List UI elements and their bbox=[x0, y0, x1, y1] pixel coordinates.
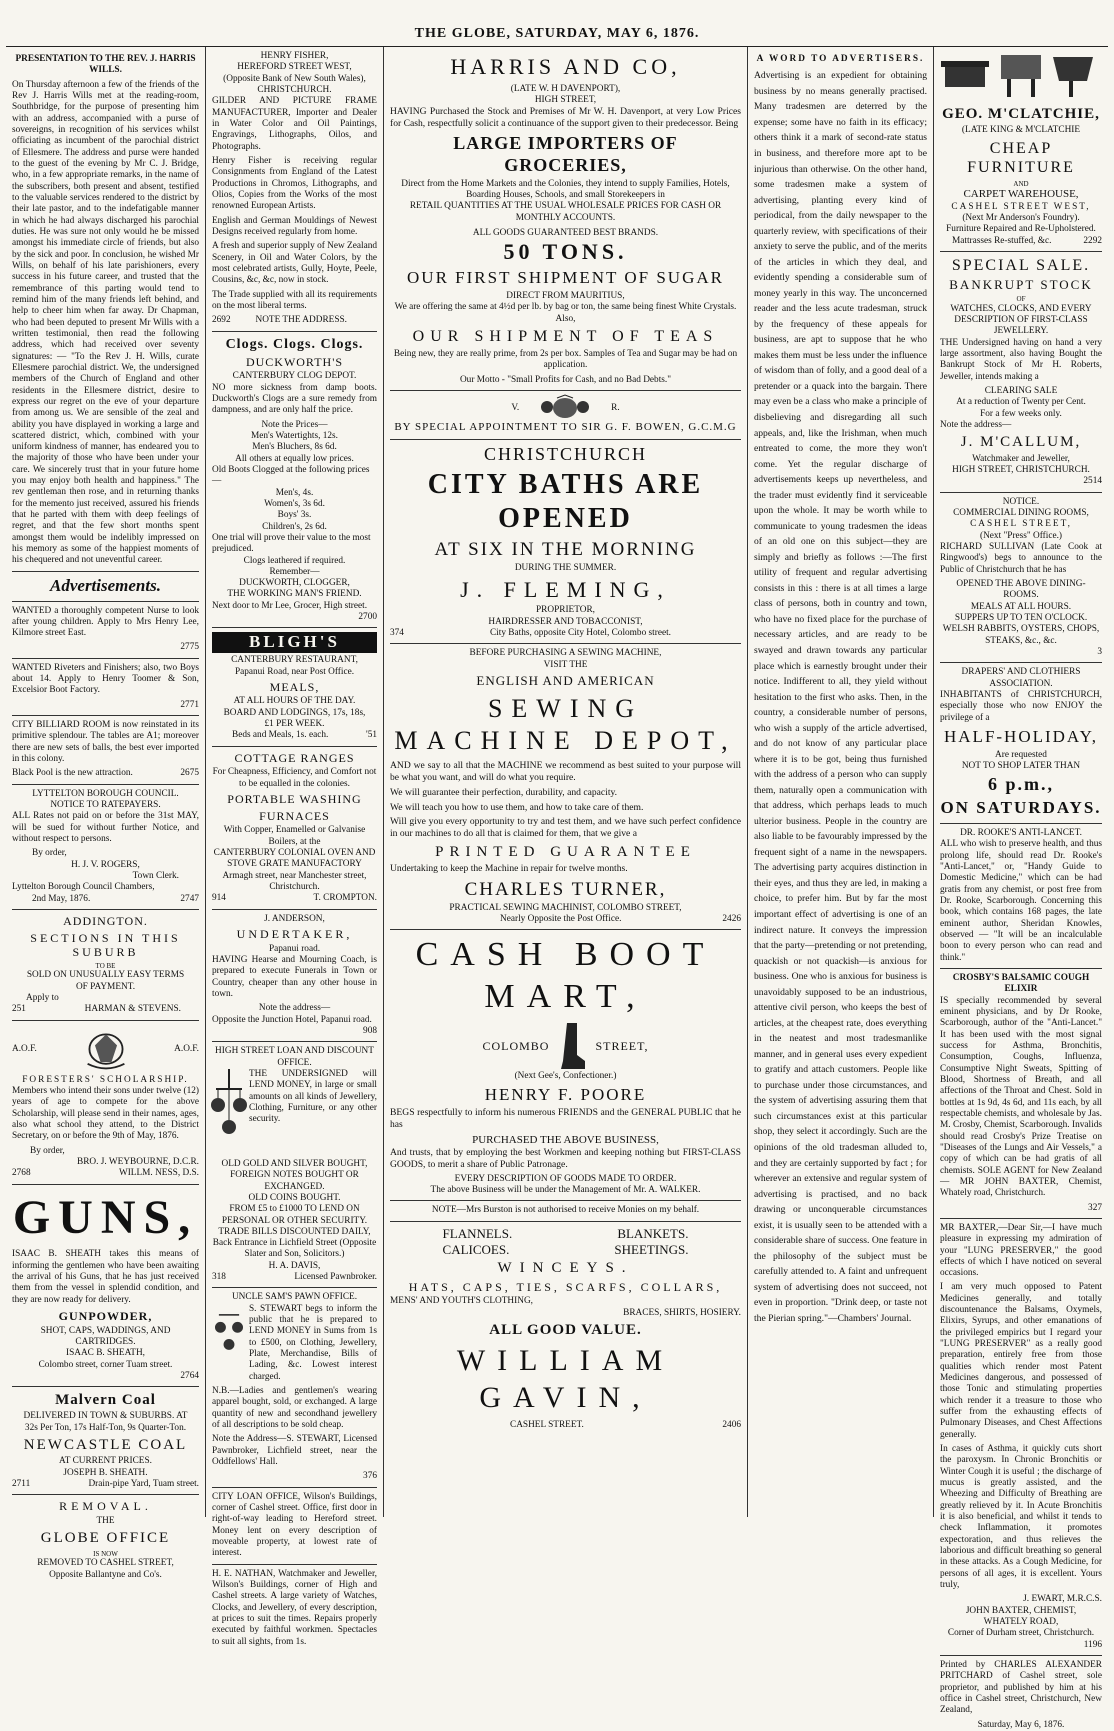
clog-price-4: Old Boots Clogged at the following prices— bbox=[212, 464, 370, 487]
divider bbox=[940, 1655, 1102, 1656]
foresters-title: FORESTERS' SCHOLARSHIP. bbox=[22, 1074, 189, 1085]
fisher-body: Henry Fisher is receiving regular Consignments from England of the Latest Productions in Chromos, Lithographs, and Olios, Copies from the Works of the most renowned European Artists. bbox=[212, 155, 377, 212]
column-3 bbox=[384, 47, 748, 1517]
inhabitants-body: INHABITANTS of CHRISTCHURCH, especially those who now ENJOY the privilege of a bbox=[940, 689, 1102, 723]
loan-title: HIGH STREET LOAN AND DISCOUNT OFFICE. bbox=[215, 1046, 374, 1068]
aof-label-left: A.O.F. bbox=[12, 1044, 37, 1055]
nurse-ad: WANTED a thoroughly competent Nurse to look after young children. Apply to Mrs Henry Lee, Kilmore street East. bbox=[12, 605, 199, 639]
begs-line: BEGS respectfully to inform his numerous FRIENDS and the GENERAL PUBLIC that he has bbox=[390, 1107, 741, 1131]
divider bbox=[12, 1386, 199, 1387]
malvern-title: Malvern Coal bbox=[55, 1392, 156, 1409]
requested: Are requested bbox=[995, 749, 1047, 760]
foresters-crest-icon bbox=[76, 1027, 136, 1073]
foresters-order: By order, bbox=[30, 1145, 65, 1156]
lyttelton-number: 2747 bbox=[180, 893, 199, 904]
crompton-number: 914 bbox=[212, 893, 226, 904]
teas-body: Being new, they are really prime, from 2s per box. Samples of Tea and Sugar may be had on application. bbox=[393, 348, 738, 370]
sam-number: 376 bbox=[363, 1471, 377, 1482]
fleming-hairdresser: HAIRDRESSER AND TOBACCONIST, bbox=[488, 616, 643, 627]
guarantee-3: Will give you every opportunity to try and test them, and we have such perfect confidence in our machines to do all that is claimed for them, that we give a bbox=[390, 816, 741, 839]
harris-late: (LATE W. H DAVENPORT), bbox=[510, 83, 621, 94]
lyttelton-order: By order, bbox=[32, 848, 67, 859]
divider bbox=[212, 1564, 377, 1565]
divider bbox=[390, 390, 741, 391]
papanui-road: Papanui Road, near Post Office. bbox=[234, 666, 355, 677]
mccallum-number: 2514 bbox=[1083, 476, 1102, 487]
large-importers: LARGE IMPORTERS OF GROCERIES, bbox=[453, 132, 678, 175]
mccallum-high: HIGH STREET, CHRISTCHURCH. bbox=[952, 465, 1090, 476]
cashel-west: CASHEL STREET WEST, bbox=[951, 201, 1091, 212]
burston-note: NOTE—Mrs Burston is not authorised to receive Monies on my behalf. bbox=[431, 1205, 700, 1216]
turner-name: CHARLES TURNER, bbox=[464, 878, 667, 900]
tons-title: 50 TONS. bbox=[503, 239, 628, 265]
winceys: WINCEYS. bbox=[497, 1260, 634, 1277]
presentation-title: PRESENTATION TO THE REV. J. HARRIS WILLS. bbox=[15, 54, 196, 76]
and-we: AND we say to all that the MACHINE we recommend as best suited to your purpose will be what you want, and will do what you require. bbox=[390, 760, 741, 784]
removal-title: REMOVAL. bbox=[59, 1499, 152, 1514]
sheath-name: ISAAC B. SHEATH, bbox=[65, 1348, 146, 1359]
carpet-warehouse: CARPET WAREHOUSE, bbox=[963, 188, 1079, 201]
clog-price-2: Men's Bluchers, 8s 6d. bbox=[252, 442, 337, 453]
harris-title: HARRIS AND CO, bbox=[450, 54, 681, 79]
six-morning: AT SIX IN THE MORNING bbox=[434, 539, 697, 561]
joseph-address: Drain-pipe Yard, Tuam street. bbox=[88, 1479, 199, 1490]
harman-name: HARMAN & STEVENS. bbox=[84, 1004, 181, 1015]
mens-line: MENS' AND YOUTH'S CLOTHING, bbox=[390, 1296, 533, 1307]
clog-number: 2700 bbox=[358, 612, 377, 623]
guns-title: GUNS, bbox=[12, 1190, 199, 1244]
baxter-body2: I am very much opposed to Patent Medicines generally, and totally discountenance the Balsams, Oxymels, Elixirs, Syrups, and other emanations of the privileged empirics but I regard your "LUNG PRESERVER" as a really good preparation, entirely free from those qualities which render most Patent Medicines dangerous, and possessed of those Tonic and stimulating properties which render it a treasure to those who suffer from the exhausting effects of Pulmonary Diseases, and Chest Affections generally. bbox=[940, 1282, 1102, 1440]
lyttelton-subtitle: NOTICE TO RATEPAYERS. bbox=[50, 800, 161, 811]
furniture-repaired: Furniture Repaired and Re-Upholstered. bbox=[946, 224, 1096, 235]
few-weeks: For a few weeks only. bbox=[980, 408, 1062, 419]
mattrasses: Mattrasses Re-stuffed, &c. bbox=[952, 235, 1052, 246]
riveters-ad: WANTED Riveters and Finishers; also, two Boys about 14. Apply to Henry Toomer & Son, Excelsior Boot Factory. bbox=[12, 662, 199, 696]
sheath-address: Colombo street, corner Tuam street. bbox=[38, 1359, 173, 1370]
undertaker-title: UNDERTAKER, bbox=[236, 926, 353, 941]
special-appointment: BY SPECIAL APPOINTMENT TO SIR G. F. BOWEN, G.C.M.G bbox=[394, 421, 737, 434]
sam-note: Note the Address—S. STEWART, Licensed Pawnbroker, Lichfield street, near the Oddfellows' Hall. bbox=[212, 1434, 377, 1468]
column-1 bbox=[6, 47, 206, 1580]
all-good-value: ALL GOOD VALUE. bbox=[489, 1321, 642, 1338]
mclatchie-name: GEO. M'CLATCHIE, bbox=[942, 106, 1100, 122]
retail-line: RETAIL QUANTITIES AT THE USUAL WHOLESALE PRICES FOR CASH OR MONTHLY ACCOUNTS. bbox=[409, 201, 722, 223]
sold-line: SOLD ON UNUSUALLY EASY TERMS bbox=[26, 970, 185, 981]
divider bbox=[12, 571, 199, 572]
baxter-name: JOHN BAXTER, CHEMIST, bbox=[965, 1605, 1077, 1616]
lyttelton-name: H. J. V. ROGERS, bbox=[71, 859, 140, 870]
clog-price-10: Clogs leathered if required. bbox=[243, 555, 346, 566]
column-5 bbox=[934, 47, 1108, 1730]
sections-line: SECTIONS IN THIS SUBURB bbox=[30, 930, 181, 960]
lyttelton-body: ALL Rates not paid on or before the 31st MAY, will be sued for without further Notice, and without respect to persons. bbox=[12, 811, 199, 845]
advertisers-body: Advertising is an expedient for obtaining business by no means generally practised. Many tradesmen are deterred by the expense; some have no faith in its efficacy; others think it a mark of second-rate status in business, and therefore more apt to be injurious than otherwise. On the other hand, some tradesmen make a system of advertising, planting every kind of periodical, from the daily newspaper to the quarterly review, with specifications of their anxiety to serve the public, and of the merits of the articles in which they deal, and evidently spending a considerable sum of money yearly in this way. The unconcerned reader and the less acute tradesman, struck by the frequency of these appeals for business, are apt to suppose that he who makes them must be less under the influence of wisdom than of folly, and a good deal of a pretender or a quack into the bargain. There may even be a class who make a principle of disbelieving and disregarding all such appeals, and, like the Irishman, when much entreated to come, the more they won't come. Yet the regular discharge of advertisements keeps up nevertheless, and the trader must evidently find it serviceable upon the whole. It may be worth while to communicate to young tradesmen the ideas of an old one on this subject—they are simply and briefly as follows :—The first utility of frequent and regular advertising consists in this : there is at all times a large class of persons, both in country and town, who have no fixed place for the purchase of necessary articles, and are ready to be swayed and drawn towards any particular place which is earnestly brought under their notice. Indifferent to all, they yield without hesitation to the first who asks. Then, in the country, a considerable number of persons, who wish a supply of the article advertised, and do not know of any particular place where it is to be got, being thus furnished with the address of a person who can supply them, naturally open a communication with that address, which perhaps leads to much ulterior business. People in the country are also liable to be favourably impressed by the frequent sight of a name in the newspapers. The advertising party acquires distinction in their eyes, and thus they are led, in making a choice, to prefer him. But by far the most important effect of advertising is one of an indirect nature. It conveys the impression that the party—pretending or not pretending, quackish or not quackish—is anxious for business. One who is anxious for business is unavoidably supposed to be an industrious, attentive civil person, who keeps the best of articles, at the cheapest rate, does everything in the neatest and most tradesmanlike manner, and in general uses every expedient to gratify and attach customers. People like to purchase under those circumstances, and the system of advertising assuring them that such circumstances exist at this particular shop, they select it accordingly. Such are the opinions of the old tradesman alluded to, and they are certainly supported by fact ; for wherever an extensive and regular system of advertising is practised, and no back drawing or unconquerable circumstances exist, it is usually seen to be attended with a considerable share of success. One feature in the philosophy of the subject must be carefully attended to. A faint and unfrequent system of advertising does not succeed, not even in proportion. "Drink deep, or taste not the Pierian spring."—Chambers' Journal. bbox=[754, 70, 927, 1324]
clog-price-6: Women's, 3s 6d. bbox=[264, 498, 325, 509]
visit-the: VISIT THE bbox=[543, 659, 588, 670]
english-american: ENGLISH AND AMERICAN bbox=[476, 673, 655, 689]
fleming-name: J. FLEMING, bbox=[460, 576, 671, 602]
vr-v: V. bbox=[511, 402, 520, 413]
before-purchasing: BEFORE PURCHASING A SEWING MACHINE, bbox=[469, 648, 662, 659]
not-shop: NOT TO SHOP LATER THAN bbox=[961, 761, 1081, 771]
mauritius-line: DIRECT FROM MAURITIUS, bbox=[506, 291, 625, 301]
divider bbox=[212, 909, 377, 910]
watches-line: WATCHES, CLOCKS, AND EVERY DESCRIPTION OF FIRST-CLASS JEWELLERY. bbox=[950, 303, 1092, 337]
mccallum-watchmaker: Watchmaker and Jeweller, bbox=[972, 453, 1070, 464]
colombo-label: COLOMBO bbox=[482, 1039, 550, 1054]
christchurch-title: CHRISTCHURCH bbox=[483, 443, 648, 464]
lyttelton-title: LYTTELTON BOROUGH COUNCIL. bbox=[32, 788, 179, 799]
meals-line: MEALS AT ALL HOURS. bbox=[970, 601, 1072, 612]
and-word: AND bbox=[1013, 179, 1029, 188]
removed-to: REMOVED TO CASHEL STREET, bbox=[37, 1558, 174, 1569]
mccallum-name: J. M'CALLUM, bbox=[960, 434, 1082, 451]
divider bbox=[12, 601, 199, 602]
divider bbox=[12, 784, 199, 785]
harman-number: 251 bbox=[12, 1004, 26, 1015]
pawnbroker-balls-icon bbox=[212, 1304, 246, 1374]
next-foundry: (Next Mr Anderson's Foundry). bbox=[962, 212, 1080, 223]
special-sale: SPECIAL SALE. bbox=[951, 256, 1091, 274]
suppers-line: SUPPERS UP TO TEN O'CLOCK. bbox=[954, 612, 1088, 623]
clog-prices: Note the Prices— bbox=[261, 419, 328, 430]
next-gee: (Next Gee's, Confectioner.) bbox=[514, 1071, 617, 1082]
loan-name: H. A. DAVIS, bbox=[268, 1260, 321, 1271]
hearse-address: Opposite the Junction Hotel, Papanui road. bbox=[212, 1014, 372, 1025]
whately-road: WHATELY ROAD, bbox=[983, 1617, 1059, 1627]
lyttelton-role: Town Clerk. bbox=[132, 871, 179, 882]
gunpowder-title: GUNPOWDER, bbox=[58, 1308, 153, 1323]
blankets: BLANKETS. bbox=[617, 1225, 689, 1241]
duckworth-title: DUCKWORTH'S bbox=[245, 354, 344, 369]
loan-body: THE UNDERSIGNED will LEND MONEY, in large or small amounts on all kinds of Jewellery, Clothing, Furniture, or any other security. bbox=[249, 1068, 377, 1125]
billiard-tail: Black Pool is the new attraction. bbox=[12, 768, 133, 779]
street-label: STREET, bbox=[595, 1039, 649, 1054]
presentation-body: On Thursday afternoon a few of the friends of the Rev J. Harris Wills met at the reading-room, Southbridge, for the purpose of presenting him with an address, accompanied with a purse of sovereigns, in recognition of his services whilst officiating as incumbent of the parochial district of Ellesmere. The address and purse were handed to the guest of the evening by Mr C. J. Bridge, who, in a few appropriate remarks, in the name of the subscribers, both present and absent, testified to the valuable services rendered to the district by their late pastor, and to the indefatigable manner in which he had always discharged his parochial duties. He was sure not only would he be missed amongst his immediate circle of friends, but also by the sick and poor. In conclusion, he wished Mr Wills, on behalf of his late parishioners, every success in his future career, and trusted that the remembrance of this parting would tend to remind him of the many friends left behind, and help to cheer him when far away. Dr Chapman, who had been deputed to present Mr Wills with a written testimonial, then read the following address, which had received over seventy signatures: — "To the Rev J. H. Wills, curate Ellesmere parochial district. We, the undersigned members of the Church of England and other residents in the Ellesmere district, desire to express our regret on the eve of your departure from among us. We are sensible of the zeal and ability you have displayed in working a large and scattered district, which, combined with your uniform kindness of manner, has endeared you to the majority of those who have been under your care. We sincerely trust that in your future home you may enjoy both health and happiness." The rev gentleman then rose, and in returning thanks for the memento just received, assured his friends that he parted with them with deep feelings of regret, and that the few short months spent amongst them would be indelibly impressed on his memory as some of the happiest moments of his chequered and not uneventful career. bbox=[12, 79, 199, 566]
foresters-name1: BRO. J. WEYBOURNE, D.C.R. bbox=[77, 1157, 199, 1168]
clog-price-7: Boys' 3s. bbox=[277, 510, 312, 521]
hearse-note: Note the address— bbox=[258, 1003, 331, 1014]
lyttelton-date: 2nd May, 1876. bbox=[32, 893, 91, 904]
notice: NOTICE. bbox=[1002, 496, 1040, 507]
loan-office: Back Entrance in Lichfield Street (Opposite Slater and Son, Solicitors.) bbox=[212, 1238, 377, 1260]
divider bbox=[390, 1221, 741, 1222]
poore-name: HENRY F. POORE bbox=[484, 1084, 647, 1104]
column-4 bbox=[748, 47, 934, 1517]
fisher-street: HEREFORD STREET WEST, bbox=[237, 62, 352, 73]
baxter-number: 1196 bbox=[1083, 1639, 1102, 1650]
on-saturdays: ON SATURDAYS. bbox=[940, 798, 1102, 818]
divider bbox=[212, 1287, 377, 1288]
restaurant: CANTERBURY RESTAURANT, bbox=[231, 655, 358, 666]
turner-practical: PRACTICAL SEWING MACHINIST, COLOMBO STREET, bbox=[449, 902, 682, 913]
loan-licensed: Licensed Pawnbroker. bbox=[294, 1272, 377, 1283]
mclatchie-late: (LATE KING & M'CLATCHIE bbox=[961, 125, 1081, 136]
divider bbox=[212, 1041, 377, 1042]
crompton-name: T. CROMPTON. bbox=[313, 893, 377, 904]
sullivan-body: RICHARD SULLIVAN (Late Cook at Ringwood's) begs to announce to the Public of Christchurch that he has bbox=[940, 542, 1102, 575]
divider bbox=[212, 627, 377, 628]
undertaking: Undertaking to keep the Machine in repair for twelve months. bbox=[390, 862, 628, 874]
cash-boot-mart: CASH BOOT MART, bbox=[415, 936, 716, 1015]
direct-line: Direct from the Home Markets and the Colonies, they intend to supply Families, Hotels, Boarding Houses, Schools, and small Storekeepers in bbox=[401, 178, 730, 201]
cottage-body: For Cheapness, Efficiency, and Comfort not to be equalled in the colonies. bbox=[212, 767, 377, 789]
sam-body: S. STEWART begs to inform the public that he is prepared to LEND MONEY in Sums from 1s to £500, on Clothing, Jewellery, Plate, Merchandise, Bills of Lading, &c. Lowest interest charged. bbox=[249, 1303, 377, 1382]
baxter-corner: Corner of Durham street, Christchurch. bbox=[947, 1628, 1095, 1639]
gavin-number: 2406 bbox=[722, 1420, 741, 1431]
crosby-title: CROSBY'S BALSAMIC COUGH ELIXIR bbox=[952, 972, 1090, 995]
addington-title: ADDINGTON. bbox=[63, 914, 148, 929]
teas-title: OUR SHIPMENT OF TEAS bbox=[412, 327, 719, 345]
hats-line: HATS, CAPS, TIES, SCARFS, COLLARS, bbox=[408, 1279, 723, 1294]
divider bbox=[390, 929, 741, 930]
fisher-body2: English and German Mouldings of Newest Designs received regularly from home. bbox=[212, 215, 377, 237]
rooke-body: ALL who wish to preserve health, and thus prolong life, should read Dr. Rooke's "Anti-Lancet," or, "Handy Guide to Domestic Medicine," which can be had gratis from any chemist, or post free from Dr. Rooke, Scarborough. Concerning this book, which contains 168 pages, the late eminent author, Sheridan Knowles, observed — "It will be an incalculable boon to every person who can read and think." bbox=[940, 839, 1102, 963]
pawnbroker-balls-icon bbox=[212, 1069, 246, 1159]
sam-title: UNCLE SAM'S PAWN OFFICE. bbox=[231, 1292, 358, 1303]
turner-nearly: Nearly Opposite the Post Office. bbox=[500, 914, 622, 925]
divider bbox=[940, 1218, 1102, 1219]
furnaces-title: FURNACES bbox=[259, 808, 330, 823]
boot-icon bbox=[557, 1021, 587, 1071]
undersigned-body: THE Undersigned having on hand a very large assortment, also having Bought the Bankrupt Stock of Mr H. Roberts, Jeweller, intends making a bbox=[940, 337, 1102, 382]
divider bbox=[940, 662, 1102, 663]
mclatchie-number: 2292 bbox=[1083, 235, 1102, 246]
clog-price-5: Men's, 4s. bbox=[275, 487, 314, 498]
foresters-number: 2768 bbox=[12, 1168, 31, 1179]
loan-number: 318 bbox=[212, 1272, 226, 1283]
current-prices: AT CURRENT PRICES. bbox=[59, 1456, 152, 1467]
fisher-body3: A fresh and superior supply of New Zealand Scenery, in Oil and Water Colors, by the most celebrated artists, Gully, Hoyte, Peele, Cousins, &c, &c, now in stock. bbox=[212, 241, 377, 286]
fisher-number: 2692 bbox=[212, 315, 231, 326]
imprint-date: Saturday, May 6, 1876. bbox=[977, 1719, 1065, 1730]
divider bbox=[212, 746, 377, 747]
clog-price-8: Children's, 2s 6d. bbox=[262, 521, 327, 532]
sheetings: SHEETINGS. bbox=[614, 1241, 689, 1257]
newcastle-title: NEWCASTLE COAL bbox=[23, 1437, 188, 1454]
armagh-address: Armagh street, near Manchester street, Christchurch. bbox=[222, 870, 367, 892]
divider bbox=[212, 331, 377, 332]
guarantee-1: We will guarantee their perfection, durability, and capacity. bbox=[390, 786, 618, 798]
blighs-title: BLIGH'S bbox=[212, 632, 377, 653]
fisher-gilder: GILDER AND PICTURE FRAME MANUFACTURER, Importer and Dealer in Water Color and Oil Paintings, Engravings, Lithographs, Oilos, and Photographs. bbox=[212, 96, 377, 152]
press-office: (Next "Press" Office.) bbox=[979, 530, 1063, 541]
harris-high: HIGH STREET, bbox=[534, 95, 597, 106]
clearing-sale: CLEARING SALE bbox=[984, 386, 1058, 397]
fisher-note: NOTE THE ADDRESS. bbox=[255, 315, 347, 326]
masthead: THE GLOBE, SATURDAY, MAY 6, 1876. bbox=[6, 0, 1108, 47]
canterbury-oven: CANTERBURY COLONIAL OVEN AND bbox=[213, 847, 376, 858]
nurse-ad-number: 2775 bbox=[180, 642, 199, 653]
guarantee-2: We will teach you how to use them, and how to take care of them. bbox=[390, 801, 644, 813]
loan-from: FROM £5 to £1000 TO LEND ON PERSONAL OR OTHER SECURITY. bbox=[221, 1204, 368, 1226]
billiard-number: 2675 bbox=[180, 768, 199, 779]
shot-line: SHOT, CAPS, WADDINGS, AND CARTRIDGES. bbox=[40, 1325, 171, 1347]
sugar-title: OUR FIRST SHIPMENT OF SUGAR bbox=[407, 268, 724, 288]
divider bbox=[12, 909, 199, 910]
apply-to: Apply to bbox=[26, 993, 59, 1004]
malvern-body: DELIVERED IN TOWN & SUBURBS. AT bbox=[23, 1411, 188, 1422]
vr-r: R. bbox=[611, 402, 620, 413]
malvern-price: 32s Per Ton, 17s Half-Ton, 9s Quarter-Ton. bbox=[24, 1422, 187, 1433]
of-word: OF bbox=[1016, 295, 1026, 304]
removal-the: THE bbox=[96, 1516, 115, 1527]
tobe-line: TO BE bbox=[95, 961, 116, 970]
ewart-name: J. EWART, M.R.C.S. bbox=[1023, 1594, 1102, 1605]
clog-remember: Remember— bbox=[269, 566, 320, 577]
advertisements-heading: Advertisements. bbox=[50, 575, 161, 595]
gavin-cashel: CASHEL STREET. bbox=[510, 1420, 584, 1431]
clog-price-9: One trial will prove their value to the most prejudiced. bbox=[212, 532, 371, 555]
divider bbox=[390, 643, 741, 644]
rooke-title: DR. ROOKE'S ANTI-LANCET. bbox=[960, 828, 1082, 839]
divider bbox=[390, 439, 741, 440]
column-2 bbox=[206, 47, 384, 1647]
hearse-body: HAVING Hearse and Mourning Coach, is prepared to execute Funerals in Town or Country, cheaper than any other house in town. bbox=[212, 954, 377, 999]
joseph-name: JOSEPH B. SHEATH. bbox=[63, 1467, 148, 1478]
city-loan: CITY LOAN OFFICE, Wilson's Buildings, corner of Cashel street. Office, first door in right-of-way leading to Hereford street. Money lent on every description of moveable property, at lowest rate of interest. bbox=[212, 1491, 377, 1559]
drapers-title: DRAPERS' AND CLOTHIERS ASSOCIATION. bbox=[961, 667, 1081, 689]
aof-label-right: A.O.F. bbox=[174, 1044, 199, 1055]
anderson-name: J. ANDERSON, bbox=[264, 913, 325, 924]
cashel-street: CASHEL STREET, bbox=[970, 519, 1072, 530]
foresters-body: Members who intend their sons under twelve (12) years of age to compete for the above Scholarship, will please send in their names, ages, also what school they attend, to the District Secretary, on or before the 9th of May, 1876. bbox=[12, 1086, 199, 1142]
crosby-body: IS specially recommended by several eminent physicians, and by Dr Rooke, Scarborough, author of the "Anti-Lancet." It has been used with the most signal success for Asthma, Bronchitis, Consumption, Coughs, Influenza, Consumptive Night Sweats, Spitting of Blood, Shortness of Breath, and all affections of the Throat and Chest. Sold in bottles at 1s 9d, 4s 6d, and 11s each, by all respectable chemists, and wholesale by Jas. M. Crosby, Chemist, Scarborough. Invalids should read Crosby's Prize Treatise on "Diseases of the Lungs and Air Vessels," a copy of which can be had gratis of all chemists. SOLE AGENT for New Zealand — MR JOHN BAXTER, Chemist, Whately road, Christchurch. bbox=[940, 995, 1102, 1199]
braces-line: BRACES, SHIRTS, HOSIERY. bbox=[623, 1307, 741, 1318]
loan-gold: OLD GOLD AND SILVER BOUGHT, FOREIGN NOTES BOUGHT OR EXCHANGED. bbox=[221, 1158, 368, 1192]
printed-guarantee: PRINTED GUARANTEE bbox=[435, 843, 696, 860]
clog-friend: THE WORKING MAN'S FRIEND. bbox=[227, 589, 362, 600]
clog-name: DUCKWORTH, CLOGGER, bbox=[239, 578, 350, 589]
fisher-opposite: (Opposite Bank of New South Wales), bbox=[223, 73, 366, 84]
divider bbox=[390, 1200, 741, 1201]
riveters-ad-number: 2771 bbox=[180, 699, 199, 710]
removal-opposite: Opposite Ballantyne and Co's. bbox=[49, 1569, 162, 1580]
divider bbox=[212, 1487, 377, 1488]
fisher-name: HENRY FISHER, bbox=[260, 51, 329, 61]
nathan-ad: H. E. NATHAN, Watchmaker and Jeweller, Wilson's Buildings, corner of High and Cashel streets. A large variety of Watches, Clocks, and Jewellery, of every description, at prices to suit the times. Repairs properly executed by faithful workmen. Spectacles to suit all sights, from 1s. bbox=[212, 1568, 377, 1647]
per-week: £1 PER WEEK. bbox=[264, 719, 325, 730]
divider bbox=[12, 1494, 199, 1495]
clog-address: Next door to Mr Lee, Grocer, High street. bbox=[212, 600, 368, 611]
printer-imprint: Printed by CHARLES ALEXANDER PRITCHARD of Cashel street, sole proprietor, and published by him at his office in Cashel street, Christchurch, New Zealand, bbox=[940, 1659, 1102, 1716]
sullivan-number: 3 bbox=[1097, 646, 1102, 657]
opened-line: OPENED THE ABOVE DINING-ROOMS. bbox=[956, 579, 1086, 601]
walker-line: The above Business will be under the Management of Mr. A. WALKER. bbox=[430, 1185, 701, 1196]
hours: AT ALL HOURS OF THE DAY. bbox=[233, 696, 356, 707]
portable-title: PORTABLE WASHING bbox=[227, 792, 362, 807]
cheap-furniture: CHEAP FURNITURE bbox=[967, 139, 1075, 177]
foresters-name2: WILLM. NESS, D.S. bbox=[118, 1168, 199, 1179]
divider bbox=[12, 715, 199, 716]
billiard-ad: CITY BILLIARD ROOM is now reinstated in its primitive splendour. The tables are A1; moreover there are new sets of balls, the best ever imported in this colony. bbox=[12, 720, 199, 765]
six-pm: 6 p.m., bbox=[987, 774, 1054, 795]
note-address: Note the address— bbox=[940, 420, 1012, 431]
fleming-address: City Baths, opposite City Hotel, Colombo street. bbox=[489, 628, 671, 639]
harris-having: HAVING Purchased the Stock and Premises of Mr W. H. Davenport, at very Low Prices for Cash, respectfully solicit a continuance of the support given to their predecessor. Being bbox=[390, 106, 741, 130]
sewing-title: SEWING MACHINE DEPOT, bbox=[394, 693, 737, 755]
columns bbox=[6, 47, 1108, 1730]
clog-price-1: Men's Watertights, 12s. bbox=[250, 430, 338, 441]
globe-office: GLOBE OFFICE bbox=[40, 1530, 171, 1547]
hearse-number: 908 bbox=[363, 1025, 377, 1036]
welsh-line: WELSH RABBITS, OYSTERS, CHOPS, STEAKS, &c., &c. bbox=[942, 624, 1100, 646]
is-now: IS NOW bbox=[93, 1549, 118, 1558]
stove-grate: STOVE GRATE MANUFACTORY bbox=[227, 859, 362, 870]
turner-number: 2426 bbox=[722, 914, 741, 925]
commercial-dining: COMMERCIAL DINING ROOMS, bbox=[953, 508, 1089, 519]
anderson-road: Papanui road. bbox=[268, 943, 321, 954]
guaranteed-line: ALL GOODS GUARANTEED BEST BRANDS. bbox=[472, 228, 659, 239]
loan-coins: OLD COINS BOUGHT. bbox=[248, 1192, 341, 1203]
fisher-body4: The Trade supplied with all its requirements on the most liberal terms. bbox=[212, 289, 377, 311]
sheath-number: 2764 bbox=[180, 1370, 199, 1381]
joseph-number: 2711 bbox=[12, 1479, 31, 1490]
motto-line: Our Motto - "Small Profits for Cash, and no Bad Debts." bbox=[459, 375, 672, 386]
half-holiday: HALF-HOLIDAY, bbox=[944, 726, 1098, 746]
offering-line: We are offering the same at 4½d per lb. by bag or ton, the same being finest White Crystals. Also, bbox=[394, 302, 737, 324]
divider bbox=[940, 492, 1102, 493]
beds-number: '51 bbox=[366, 730, 377, 741]
beds-meals: Beds and Meals, 1s. each. bbox=[232, 730, 329, 741]
fisher-city: CHRISTCHURCH. bbox=[257, 84, 332, 95]
reduction: At a reduction of Twenty per Cent. bbox=[956, 397, 1086, 408]
summer-line: DURING THE SUMMER. bbox=[514, 563, 617, 574]
board: BOARD AND LODGINGS, 17s, 18s, bbox=[223, 707, 366, 718]
bankrupt-stock: BANKRUPT STOCK bbox=[949, 277, 1093, 293]
clogs-title: Clogs. Clogs. Clogs. bbox=[225, 336, 364, 352]
fleming-proprietor: PROPRIETOR, bbox=[536, 605, 595, 616]
trusts-line: And trusts, that by employing the best Workmen and keeping nothing but FIRST-CLASS GOODS, to merit a share of Public Patronage. bbox=[390, 1147, 741, 1170]
payment-line: OF PAYMENT. bbox=[75, 981, 136, 992]
royal-arms-icon bbox=[535, 395, 595, 421]
divider bbox=[940, 968, 1102, 969]
baxter-body3: In cases of Asthma, it quickly cuts short the paroxysm. In Chronic Bronchitis or Winter Cough it is useful ; the discharge of mucus is greatly assisted, and the Wheezing and Difficulty of Breathing are greatly relieved by it. In Acute Bronchitis it is also beneficial, and whilst it tends to check Inflammation, it promotes expectoration, and thus relieves the laborious and difficult breathing so general in these attacks. As a Cough Medicine, for persons of all ages, it is excellent. Yours truly, bbox=[940, 1444, 1102, 1591]
every-description: EVERY DESCRIPTION OF GOODS MADE TO ORDER. bbox=[454, 1173, 677, 1184]
baths-title: CITY BATHS ARE OPENED bbox=[427, 468, 704, 534]
flannels: FLANNELS. bbox=[442, 1225, 513, 1241]
guns-body: ISAAC B. SHEATH takes this means of informing the gentlemen who have been awaiting the arrival of his Guns, that he has just received them from the vessel in splendid condition, and they are now ready for delivery. bbox=[12, 1249, 199, 1305]
loan-trade: TRADE BILLS DISCOUNTED DAILY, bbox=[218, 1226, 371, 1237]
gavin-name: WILLIAM GAVIN, bbox=[456, 1344, 675, 1414]
divider bbox=[940, 251, 1102, 252]
divider bbox=[12, 658, 199, 659]
sam-nb: N.B.—Ladies and gentlemen's wearing apparel bought, sold, or exchanged. A large quantity of new and secondhand jewellery of all descriptions to be sold cheap. bbox=[212, 1386, 377, 1431]
cottage-title: COTTAGE RANGES bbox=[234, 750, 355, 765]
lyttelton-place: Lyttelton Borough Council Chambers, bbox=[12, 882, 155, 893]
clog-depot: CANTERBURY CLOG DEPOT. bbox=[232, 371, 357, 382]
fleming-number: 374 bbox=[390, 628, 404, 639]
advertisers-title: A WORD TO ADVERTISERS. bbox=[756, 54, 925, 64]
calicoes: CALICOES. bbox=[442, 1241, 510, 1257]
divider bbox=[940, 823, 1102, 824]
purchased-line: PURCHASED THE ABOVE BUSINESS, bbox=[472, 1133, 659, 1146]
divider bbox=[12, 1020, 199, 1021]
meals: MEALS, bbox=[269, 679, 320, 694]
clog-body: NO more sickness from damp boots. Duckworth's Clogs are a sure remedy from dampness, and are only half the price. bbox=[212, 382, 377, 416]
copper-line: With Copper, Enamelled or Galvanise Boilers, at the bbox=[223, 825, 366, 847]
divider bbox=[12, 1184, 199, 1185]
crosby-number: 327 bbox=[1088, 1202, 1102, 1213]
furniture-icon bbox=[941, 51, 1101, 101]
baxter-body: MR BAXTER,—Dear Sir,—I have much pleasure in expressing my admiration of your "LUNG PRESERVER," the good effects of which I have noticed on several occasions. bbox=[940, 1222, 1102, 1279]
clog-price-3: All others at equally low prices. bbox=[235, 453, 354, 464]
